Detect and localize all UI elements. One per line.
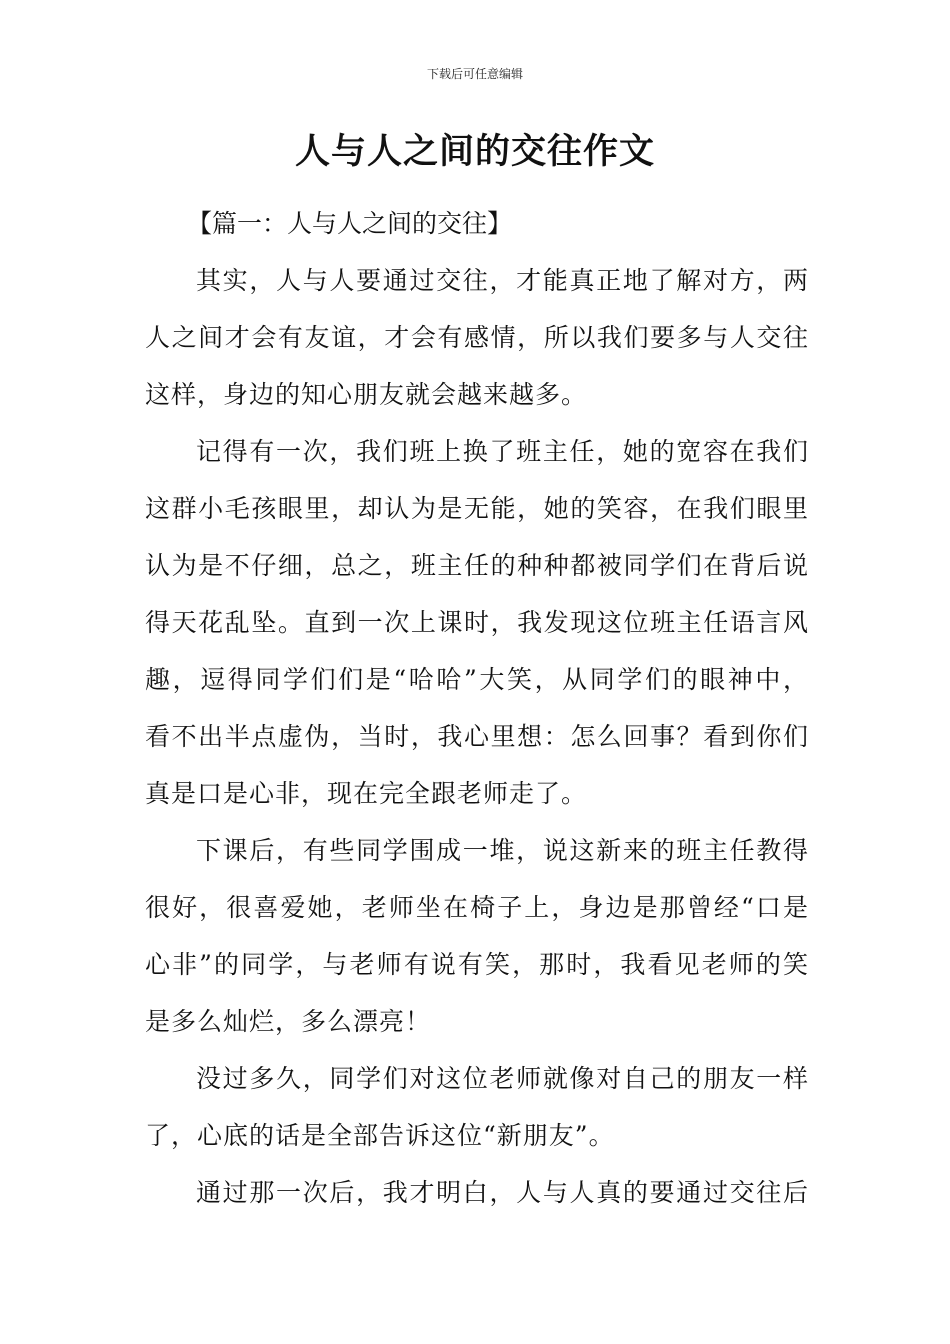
paragraph-line: 认为是不仔细，总之，班主任的种种都被同学们在背后说: [145, 551, 809, 580]
paragraph-5: [145, 1164, 809, 1221]
header-note: 下载后可任意编辑: [426, 67, 523, 81]
paragraph-4: [145, 1050, 809, 1164]
section-heading: 【篇一：人与人之间的交往】: [187, 209, 513, 238]
paragraph-line: 真是口是心非，现在完全跟老师走了。: [145, 779, 588, 808]
paragraph-line: 这样，身边的知心朋友就会越来越多。: [145, 380, 588, 409]
paragraph-line: 人之间才会有友谊，才会有感情，所以我们要多与人交往: [145, 323, 809, 352]
paragraph-line: 这群小毛孩眼里，却认为是无能，她的笑容，在我们眼里: [145, 494, 809, 523]
page-title: 人与人之间的交往作文: [294, 132, 655, 172]
paragraph-line: 记得有一次，我们班上换了班主任，她的宽容在我们: [196, 437, 809, 466]
paragraph-line: 得天花乱坠。直到一次上课时，我发现这位班主任语言风: [145, 608, 809, 637]
paragraph-line: 了，心底的话是全部告诉这位“新朋友”。: [145, 1121, 615, 1150]
article-body: [145, 195, 809, 1221]
paragraph-line: 心非”的同学，与老师有说有笑，那时，我看见老师的笑: [145, 950, 809, 979]
paragraph-line: 其实，人与人要通过交往，才能真正地了解对方，两: [196, 266, 809, 295]
paragraph-3: [145, 822, 809, 1050]
paragraph-line: 看不出半点虚伪，当时，我心里想：怎么回事？看到你们: [145, 722, 809, 751]
paragraph-line: 是多么灿烂，多么漂亮！: [145, 1007, 432, 1036]
paragraph-line: 通过那一次后，我才明白，人与人真的要通过交往后: [196, 1178, 809, 1207]
paragraph-2: [145, 423, 809, 822]
paragraph-line: 趣，逗得同学们们是“哈哈”大笑，从同学们的眼神中，: [145, 665, 809, 694]
paragraph-line: 很好，很喜爱她，老师坐在椅子上，身边是那曾经“口是: [145, 893, 809, 922]
paragraph-line: 没过多久，同学们对这位老师就像对自己的朋友一样: [196, 1064, 809, 1093]
paragraph-1: [145, 252, 809, 423]
paragraph-line: 下课后，有些同学围成一堆，说这新来的班主任教得: [196, 836, 809, 865]
